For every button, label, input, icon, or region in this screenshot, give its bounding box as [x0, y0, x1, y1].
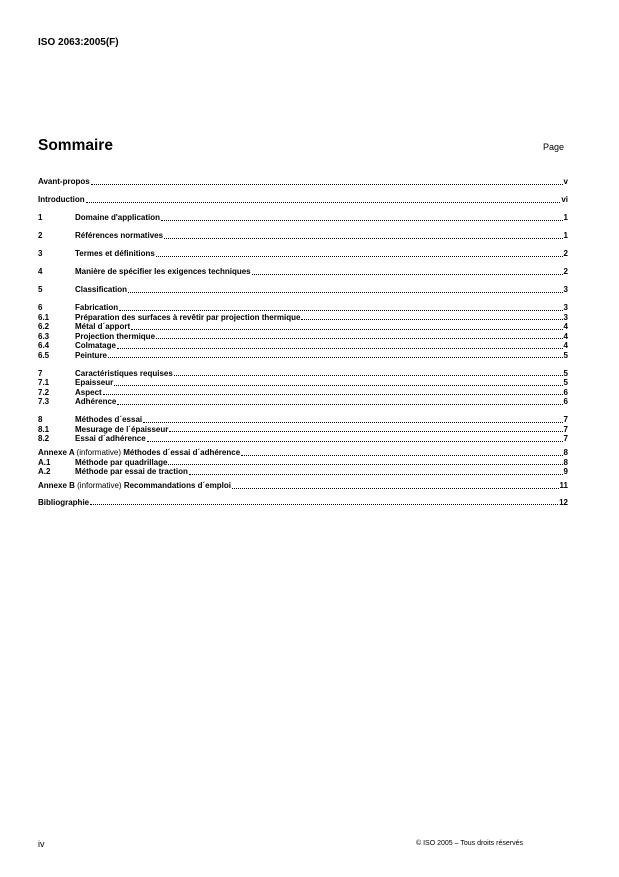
toc-entry[interactable]: [38, 231, 568, 241]
toc-entry[interactable]: [38, 177, 568, 187]
toc-leader-dots: [108, 351, 563, 358]
toc-entry[interactable]: [38, 458, 568, 468]
toc-entry-page: 4: [563, 341, 568, 350]
toc-entry-number: 1: [38, 213, 43, 222]
toc-entry-label: Essai d´adhérence: [75, 434, 146, 443]
toc-leader-dots: [161, 214, 563, 221]
toc-entry-label: Epaisseur: [75, 378, 114, 387]
toc-leader-dots: [90, 498, 558, 505]
toc-leader-dots: [119, 304, 562, 311]
toc-entry-page: 7: [563, 415, 568, 424]
toc-entry-page: 8: [563, 448, 568, 457]
toc-entry-label: Mesurage de l´épaisseur: [75, 424, 169, 434]
table-of-contents: [38, 177, 568, 507]
toc-leader-dots: [164, 232, 563, 239]
toc-entry-number: 2: [38, 231, 43, 240]
toc-entry[interactable]: [38, 195, 568, 205]
toc-leader-dots: [301, 313, 562, 320]
toc-entry[interactable]: [38, 285, 568, 295]
footer-page-number: iv: [38, 839, 45, 849]
toc-entry[interactable]: [38, 467, 568, 477]
toc-entry-number: 5: [38, 285, 43, 294]
toc-entry-page: 7: [563, 434, 568, 443]
toc-entry[interactable]: [38, 425, 568, 435]
toc-entry-label: Projection thermique: [75, 331, 156, 341]
toc-entry-label: Méthode par essai de traction: [75, 467, 188, 476]
toc-leader-dots: [117, 398, 562, 405]
toc-entry-number: 8: [38, 415, 43, 424]
toc-entry-label: Termes et définitions: [75, 249, 155, 258]
toc-leader-dots: [114, 379, 562, 386]
toc-leader-dots: [147, 435, 563, 442]
toc-entry-label: Caractéristiques requises: [75, 368, 173, 378]
toc-entry-page: 5: [563, 350, 568, 360]
toc-entry-number: 6.4: [38, 341, 50, 350]
toc-entry-page: 3: [563, 303, 568, 312]
toc-entry-page: 4: [563, 322, 568, 331]
toc-entry-page: 12: [559, 497, 568, 507]
toc-entry[interactable]: [38, 378, 568, 388]
page-column-label: Page: [543, 142, 565, 152]
toc-entry-page: 5: [563, 378, 568, 387]
toc-entry-label: Classification: [75, 285, 128, 294]
toc-entry-number: 6.1: [38, 312, 50, 322]
toc-entry-number: 6: [38, 303, 43, 312]
toc-entry-number: 3: [38, 249, 43, 258]
toc-entry-number: 7.3: [38, 397, 50, 406]
toc-entry-page: 8: [563, 457, 568, 467]
toc-entry-label: Avant-propos: [38, 177, 90, 186]
toc-entry-number: 8.1: [38, 424, 50, 434]
toc-entry[interactable]: [38, 303, 568, 313]
toc-entry[interactable]: [38, 481, 568, 491]
toc-entry-label: Peinture: [75, 350, 108, 360]
toc-entry-label: Préparation des surfaces à revêtir par projection thermique: [75, 312, 301, 322]
toc-entry[interactable]: [38, 448, 568, 458]
toc-entry-page: 4: [563, 331, 568, 341]
toc-entry-label: Métal d´apport: [75, 322, 131, 331]
toc-entry-page: 1: [563, 231, 568, 240]
toc-leader-dots: [169, 425, 562, 432]
toc-leader-dots: [232, 482, 559, 489]
toc-entry-page: 3: [563, 285, 568, 294]
toc-entry-number: 7.1: [38, 378, 50, 387]
toc-entry[interactable]: [38, 415, 568, 425]
toc-leader-dots: [131, 323, 562, 330]
toc-entry-page: 9: [563, 467, 568, 476]
toc-entry[interactable]: [38, 322, 568, 332]
toc-entry-page: 7: [563, 424, 568, 434]
toc-entry[interactable]: [38, 434, 568, 444]
toc-entry-label: Fabrication: [75, 303, 119, 312]
toc-entry-page: 11: [559, 481, 568, 490]
document-id: ISO 2063:2005(F): [38, 37, 119, 48]
toc-entry-page: 2: [563, 249, 568, 258]
footer-copyright: © ISO 2005 – Tous droits réservés: [416, 840, 523, 847]
toc-entry[interactable]: [38, 388, 568, 398]
toc-entry-label: Domaine d'application: [75, 213, 161, 222]
toc-leader-dots: [174, 369, 563, 376]
toc-entry[interactable]: [38, 351, 568, 361]
toc-entry[interactable]: [38, 267, 568, 277]
toc-entry[interactable]: [38, 332, 568, 342]
toc-entry-page: 2: [563, 267, 568, 276]
toc-leader-dots: [241, 449, 562, 456]
toc-entry[interactable]: [38, 397, 568, 407]
toc-leader-dots: [252, 268, 563, 275]
toc-entry-number: A.1: [38, 457, 51, 467]
toc-entry-label: Annexe B (informative) Recommandations d´emploi: [38, 481, 231, 490]
toc-entry-label: Adhérence: [75, 397, 117, 406]
toc-entry-label: Références normatives: [75, 231, 164, 240]
toc-leader-dots: [117, 342, 563, 349]
toc-entry-page: vi: [561, 195, 568, 204]
page-title: Sommaire: [38, 137, 113, 154]
toc-leader-dots: [86, 196, 561, 203]
toc-entry-number: 8.2: [38, 434, 50, 443]
toc-entry[interactable]: [38, 498, 568, 508]
toc-entry-label: Colmatage: [75, 341, 116, 350]
toc-entry-label: Méthodes d´essai: [75, 415, 143, 424]
toc-entry-page: 5: [563, 368, 568, 378]
toc-entry[interactable]: [38, 369, 568, 379]
toc-entry-label: Annexe A (informative) Méthodes d´essai d´adhérence: [38, 448, 241, 457]
toc-leader-dots: [143, 416, 562, 423]
toc-leader-dots: [156, 250, 563, 257]
toc-entry-number: 7.2: [38, 387, 50, 397]
toc-entry-page: v: [563, 177, 568, 186]
toc-entry-page: 6: [563, 387, 568, 397]
toc-entry[interactable]: [38, 341, 568, 351]
toc-entry-label: Bibliographie: [38, 497, 90, 507]
toc-entry-number: 4: [38, 267, 43, 276]
toc-entry-page: 1: [563, 213, 568, 222]
toc-leader-dots: [168, 458, 562, 465]
toc-entry-label: Aspect: [75, 387, 102, 397]
toc-entry-page: 3: [563, 312, 568, 322]
toc-leader-dots: [156, 332, 563, 339]
toc-entry-label: Manière de spécifier les exigences techniques: [75, 267, 251, 276]
toc-leader-dots: [128, 286, 563, 293]
toc-leader-dots: [91, 178, 563, 185]
toc-entry-page: 6: [563, 397, 568, 406]
toc-leader-dots: [189, 468, 563, 475]
toc-entry-number: 6.5: [38, 350, 50, 360]
toc-entry-number: A.2: [38, 467, 51, 476]
toc-leader-dots: [103, 388, 563, 395]
toc-entry-number: 6.3: [38, 331, 50, 341]
toc-entry[interactable]: [38, 213, 568, 223]
toc-entry[interactable]: [38, 249, 568, 259]
toc-entry-label: Introduction: [38, 195, 85, 204]
toc-entry-label: Méthode par quadrillage: [75, 457, 168, 467]
toc-entry-number: 7: [38, 368, 43, 378]
toc-entry-number: 6.2: [38, 322, 50, 331]
toc-entry[interactable]: [38, 313, 568, 323]
